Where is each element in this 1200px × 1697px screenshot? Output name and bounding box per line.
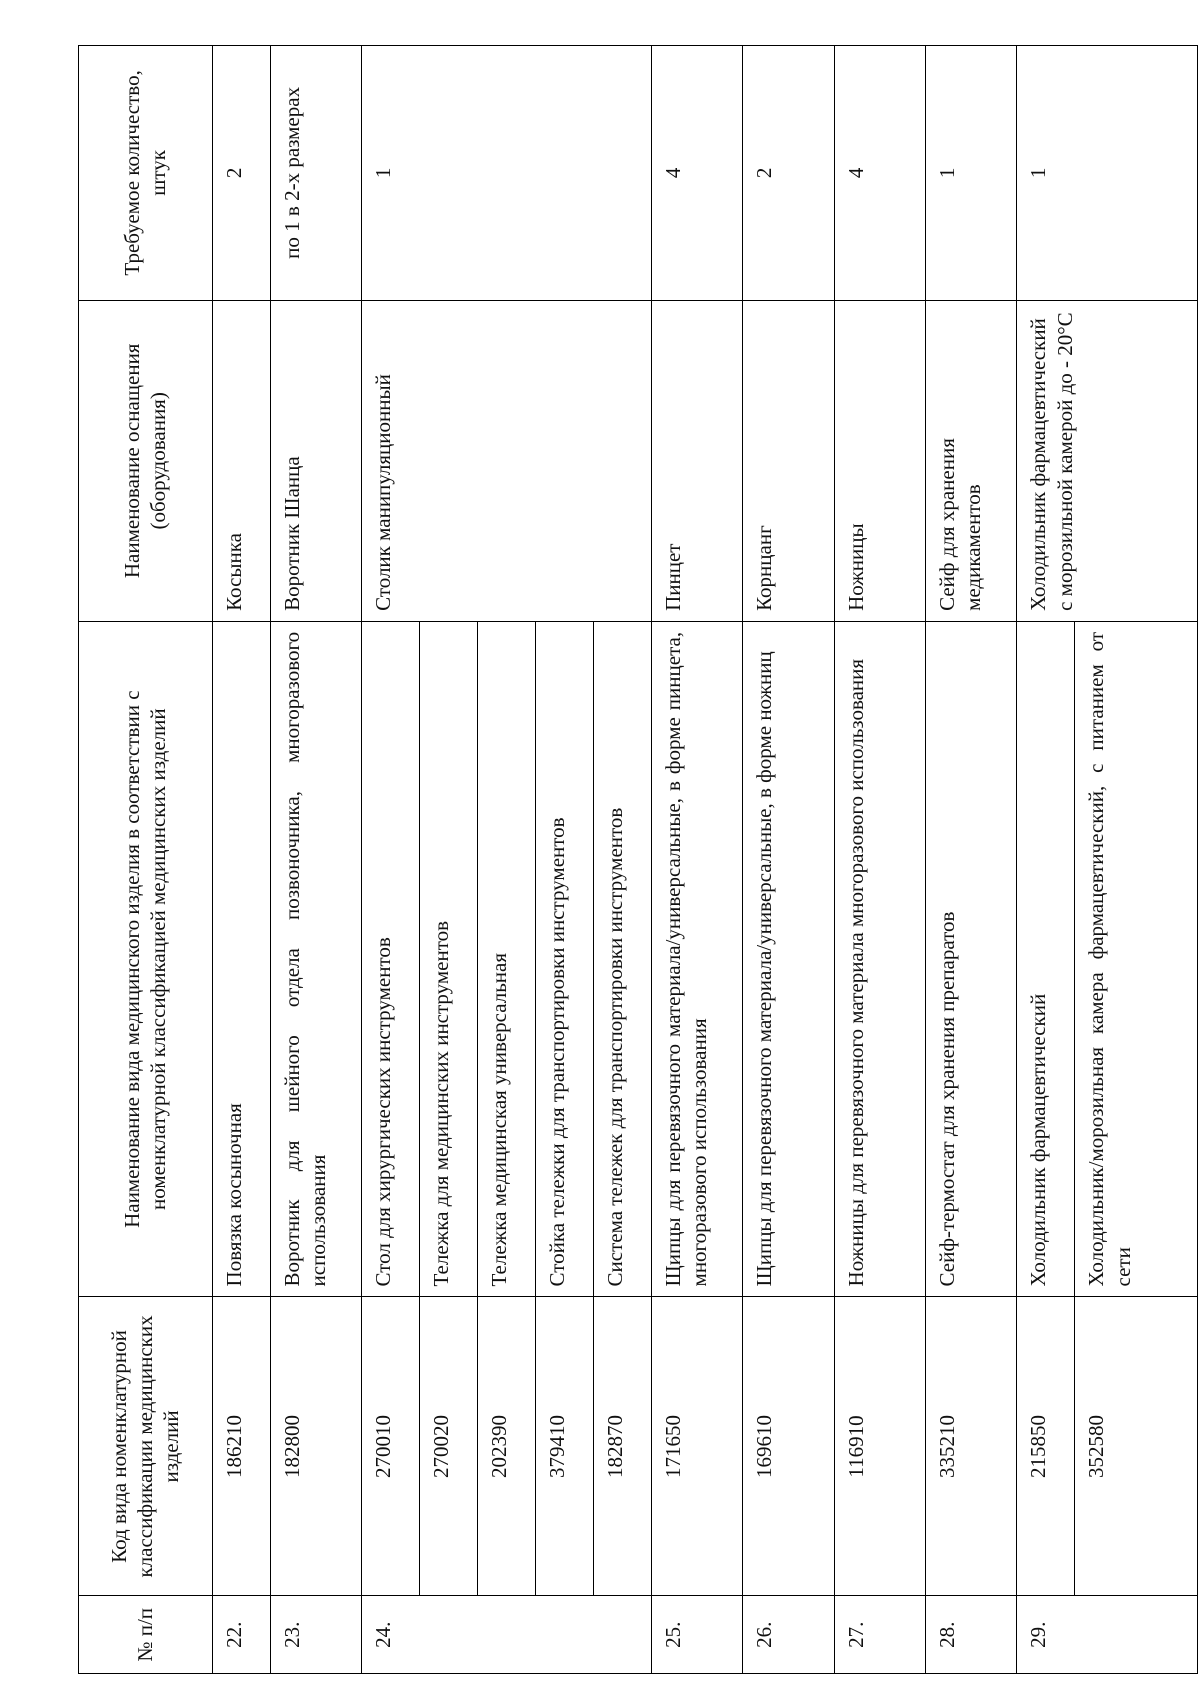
rotated-table-container: [78, 45, 1198, 1674]
row-desc: Ножницы для перевязочного материала многоразового использования: [834, 621, 925, 1297]
row-desc: Система тележек для транспортировки инструментов: [593, 621, 651, 1297]
row-num: 23.: [270, 1596, 361, 1674]
row-equipment-name: Сейф для хранения медикаментов: [926, 300, 1017, 621]
row-num: 25.: [651, 1596, 742, 1674]
row-equipment-name: Корнцанг: [743, 300, 834, 621]
row-code: 352580: [1075, 1297, 1198, 1596]
row-num: 24.: [362, 1596, 652, 1674]
equipment-table: [78, 45, 1198, 1674]
header-name: Наименование оснащения (оборудования): [79, 300, 213, 621]
table-row: [926, 46, 1017, 1674]
row-code: 379410: [535, 1297, 593, 1596]
row-desc: Холодильник фармацевтический: [1017, 621, 1075, 1297]
row-code: 335210: [926, 1297, 1017, 1596]
row-equipment-name: Столик манипуляционный: [362, 300, 652, 621]
row-code: 215850: [1017, 1297, 1075, 1596]
row-desc: Стол для хирургических инструментов: [362, 621, 420, 1297]
row-desc: Щипцы для перевязочного материала/универсальные, в форме пинцета, многоразового использования: [651, 621, 742, 1297]
row-num: 22.: [212, 1596, 270, 1674]
row-equipment-name: Воротник Шанца: [270, 300, 361, 621]
row-desc: Холодильник/морозильная камера фармацевтический, с питанием от сети: [1075, 621, 1198, 1297]
row-equipment-name: Ножницы: [834, 300, 925, 621]
table-header-row: [79, 46, 213, 1674]
row-qty: 1: [1017, 46, 1198, 301]
row-desc: Сейф-термостат для хранения препаратов: [926, 621, 1017, 1297]
row-code: 169610: [743, 1297, 834, 1596]
row-desc: Повязка косыночная: [212, 621, 270, 1297]
row-qty: 4: [651, 46, 742, 301]
row-equipment-name: Косынка: [212, 300, 270, 621]
row-qty: 1: [362, 46, 652, 301]
table-row: [212, 46, 270, 1674]
row-desc: Тележка медицинская универсальная: [477, 621, 535, 1297]
table-row: [743, 46, 834, 1674]
row-qty: 2: [743, 46, 834, 301]
row-qty: 1: [926, 46, 1017, 301]
row-equipment-name: Холодильник фармацевтический с морозильной камерой до - 20°С: [1017, 300, 1198, 621]
row-code: 182800: [270, 1297, 361, 1596]
row-num: 28.: [926, 1596, 1017, 1674]
row-desc: Тележка для медицинских инструментов: [420, 621, 478, 1297]
header-code: Код вида номенклатурной классификации медицинских изделий: [79, 1297, 213, 1596]
header-num: № п/п: [79, 1596, 213, 1674]
row-code: 171650: [651, 1297, 742, 1596]
row-code: 202390: [477, 1297, 535, 1596]
header-desc: Наименование вида медицинского изделия в соответствии с номенклатурной классификацией медицинских изделий: [79, 621, 213, 1297]
row-num: 26.: [743, 1596, 834, 1674]
row-num: 29.: [1017, 1596, 1198, 1674]
row-code: 270010: [362, 1297, 420, 1596]
table-row: [651, 46, 742, 1674]
row-desc: Щипцы для перевязочного материала/универсальные, в форме ножниц: [743, 621, 834, 1297]
row-code: 116910: [834, 1297, 925, 1596]
header-qty: Требуемое количество, штук: [79, 46, 213, 301]
table-row: [270, 46, 361, 1674]
table-row: [1017, 46, 1075, 1674]
row-num: 27.: [834, 1596, 925, 1674]
row-qty: по 1 в 2-х размерах: [270, 46, 361, 301]
row-desc: Стойка тележки для транспортировки инструментов: [535, 621, 593, 1297]
row-code: 182870: [593, 1297, 651, 1596]
row-code: 270020: [420, 1297, 478, 1596]
row-qty: 4: [834, 46, 925, 301]
row-equipment-name: Пинцет: [651, 300, 742, 621]
row-code: 186210: [212, 1297, 270, 1596]
row-desc: Воротник для шейного отдела позвоночника, многоразового использования: [270, 621, 361, 1297]
table-row: [362, 46, 420, 1674]
table-row: [834, 46, 925, 1674]
row-qty: 2: [212, 46, 270, 301]
